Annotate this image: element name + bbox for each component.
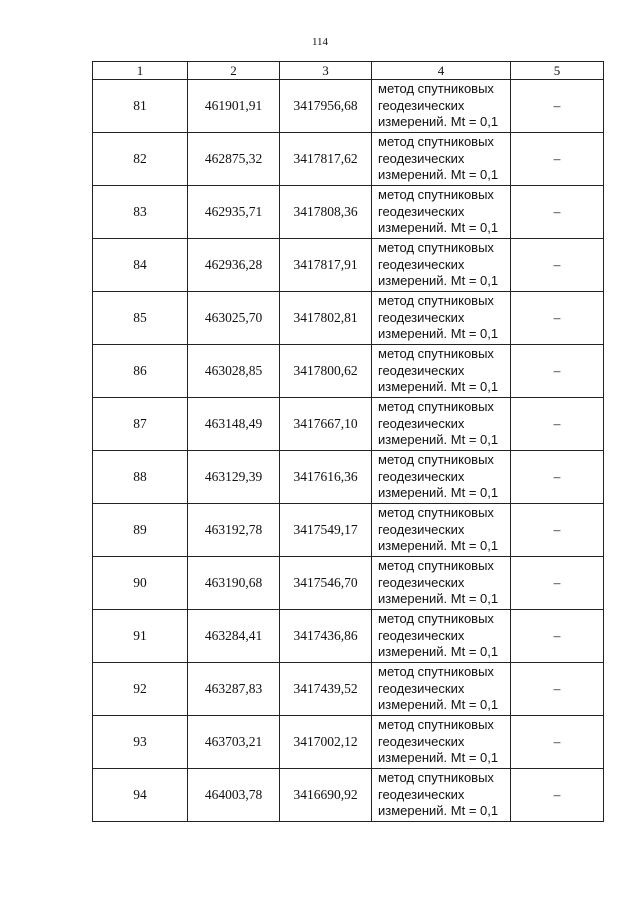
point-number: 92	[93, 663, 188, 716]
method-line-3: измерений. Mt = 0,1	[378, 326, 499, 342]
table-row	[93, 557, 604, 610]
coordinate-y: 3417002,12	[280, 716, 372, 769]
table-row	[93, 186, 604, 239]
coordinates-table	[92, 61, 604, 822]
point-number: 86	[93, 345, 188, 398]
method-line-3: измерений. Mt = 0,1	[378, 432, 499, 448]
note-cell: –	[511, 133, 604, 186]
note-cell: –	[511, 610, 604, 663]
method-line-3: измерений. Mt = 0,1	[378, 803, 499, 819]
coordinate-x: 463284,41	[188, 610, 280, 663]
coordinate-y: 3417616,36	[280, 451, 372, 504]
method-cell	[372, 292, 511, 345]
coordinate-x: 463148,49	[188, 398, 280, 451]
coordinate-x: 463192,78	[188, 504, 280, 557]
method-line-2: геодезических	[378, 733, 465, 749]
coordinate-y: 3417808,36	[280, 186, 372, 239]
method-line-1: метод спутниковых	[378, 770, 494, 786]
method-line-1: метод спутниковых	[378, 717, 494, 733]
point-number: 94	[93, 769, 188, 822]
header-col-2: 2	[188, 62, 280, 80]
page-number: 114	[311, 36, 329, 48]
method-line-1: метод спутниковых	[378, 81, 494, 97]
method-cell	[372, 239, 511, 292]
method-line-1: метод спутниковых	[378, 187, 494, 203]
point-number: 93	[93, 716, 188, 769]
method-line-2: геодезических	[378, 97, 465, 113]
header-col-5: 5	[511, 62, 604, 80]
method-cell	[372, 663, 511, 716]
table-row	[93, 769, 604, 822]
method-cell	[372, 345, 511, 398]
method-line-2: геодезических	[378, 150, 465, 166]
coordinate-x: 462875,32	[188, 133, 280, 186]
point-number: 84	[93, 239, 188, 292]
method-line-1: метод спутниковых	[378, 240, 494, 256]
note-cell: –	[511, 557, 604, 610]
method-line-2: геодезических	[378, 362, 465, 378]
method-line-3: измерений. Mt = 0,1	[378, 697, 499, 713]
table-row	[93, 663, 604, 716]
coordinate-y: 3417817,62	[280, 133, 372, 186]
note-cell: –	[511, 345, 604, 398]
method-cell	[372, 186, 511, 239]
method-line-2: геодезических	[378, 256, 465, 272]
coordinate-x: 463190,68	[188, 557, 280, 610]
method-line-1: метод спутниковых	[378, 664, 494, 680]
table-header	[93, 62, 604, 80]
method-cell	[372, 398, 511, 451]
header-row	[93, 62, 604, 80]
method-line-2: геодезических	[378, 203, 465, 219]
header-col-4: 4	[372, 62, 511, 80]
point-number: 88	[93, 451, 188, 504]
method-line-1: метод спутниковых	[378, 399, 494, 415]
method-cell	[372, 133, 511, 186]
coordinate-y: 3417546,70	[280, 557, 372, 610]
method-cell	[372, 504, 511, 557]
point-number: 87	[93, 398, 188, 451]
table-body	[93, 80, 604, 822]
table-row	[93, 610, 604, 663]
method-line-1: метод спутниковых	[378, 346, 494, 362]
method-cell	[372, 769, 511, 822]
coordinate-x: 463129,39	[188, 451, 280, 504]
method-line-2: геодезических	[378, 415, 465, 431]
coordinate-x: 461901,91	[188, 80, 280, 133]
method-line-2: геодезических	[378, 680, 465, 696]
header-col-3: 3	[280, 62, 372, 80]
coordinate-x: 463703,21	[188, 716, 280, 769]
coordinate-y: 3417956,68	[280, 80, 372, 133]
method-line-1: метод спутниковых	[378, 134, 494, 150]
coordinate-x: 463287,83	[188, 663, 280, 716]
coordinate-y: 3417549,17	[280, 504, 372, 557]
method-line-3: измерений. Mt = 0,1	[378, 591, 499, 607]
method-line-2: геодезических	[378, 627, 465, 643]
table-row	[93, 292, 604, 345]
method-line-3: измерений. Mt = 0,1	[378, 538, 499, 554]
note-cell: –	[511, 186, 604, 239]
coordinate-x: 462935,71	[188, 186, 280, 239]
table-row	[93, 80, 604, 133]
method-cell	[372, 451, 511, 504]
point-number: 91	[93, 610, 188, 663]
method-line-3: измерений. Mt = 0,1	[378, 644, 499, 660]
table-row	[93, 239, 604, 292]
method-line-1: метод спутниковых	[378, 611, 494, 627]
method-line-2: геодезических	[378, 309, 465, 325]
coordinate-x: 463028,85	[188, 345, 280, 398]
table-row	[93, 345, 604, 398]
coordinate-y: 3417436,86	[280, 610, 372, 663]
method-line-1: метод спутниковых	[378, 505, 494, 521]
coordinate-x: 464003,78	[188, 769, 280, 822]
coordinate-y: 3417800,62	[280, 345, 372, 398]
method-line-2: геодезических	[378, 468, 465, 484]
method-line-2: геодезических	[378, 521, 465, 537]
table-row	[93, 398, 604, 451]
table-row	[93, 504, 604, 557]
coordinate-x: 462936,28	[188, 239, 280, 292]
method-line-1: метод спутниковых	[378, 293, 494, 309]
point-number: 82	[93, 133, 188, 186]
note-cell: –	[511, 663, 604, 716]
coordinate-y: 3417439,52	[280, 663, 372, 716]
method-line-3: измерений. Mt = 0,1	[378, 220, 499, 236]
method-line-2: геодезических	[378, 574, 465, 590]
method-line-1: метод спутниковых	[378, 558, 494, 574]
note-cell: –	[511, 716, 604, 769]
coordinate-y: 3417667,10	[280, 398, 372, 451]
coordinate-y: 3417817,91	[280, 239, 372, 292]
note-cell: –	[511, 398, 604, 451]
method-line-3: измерений. Mt = 0,1	[378, 750, 499, 766]
method-cell	[372, 610, 511, 663]
table-row	[93, 451, 604, 504]
method-cell	[372, 80, 511, 133]
method-line-3: измерений. Mt = 0,1	[378, 485, 499, 501]
note-cell: –	[511, 451, 604, 504]
coordinate-x: 463025,70	[188, 292, 280, 345]
method-line-3: измерений. Mt = 0,1	[378, 379, 499, 395]
note-cell: –	[511, 80, 604, 133]
point-number: 81	[93, 80, 188, 133]
note-cell: –	[511, 504, 604, 557]
point-number: 85	[93, 292, 188, 345]
table-row	[93, 133, 604, 186]
method-cell	[372, 557, 511, 610]
note-cell: –	[511, 292, 604, 345]
method-line-1: метод спутниковых	[378, 452, 494, 468]
method-line-3: измерений. Mt = 0,1	[378, 273, 499, 289]
point-number: 83	[93, 186, 188, 239]
method-line-2: геодезических	[378, 786, 465, 802]
coordinate-y: 3416690,92	[280, 769, 372, 822]
point-number: 90	[93, 557, 188, 610]
note-cell: –	[511, 769, 604, 822]
method-line-3: измерений. Mt = 0,1	[378, 114, 499, 130]
table-row	[93, 716, 604, 769]
point-number: 89	[93, 504, 188, 557]
note-cell: –	[511, 239, 604, 292]
header-col-1: 1	[93, 62, 188, 80]
method-cell	[372, 716, 511, 769]
method-line-3: измерений. Mt = 0,1	[378, 167, 499, 183]
coordinate-y: 3417802,81	[280, 292, 372, 345]
